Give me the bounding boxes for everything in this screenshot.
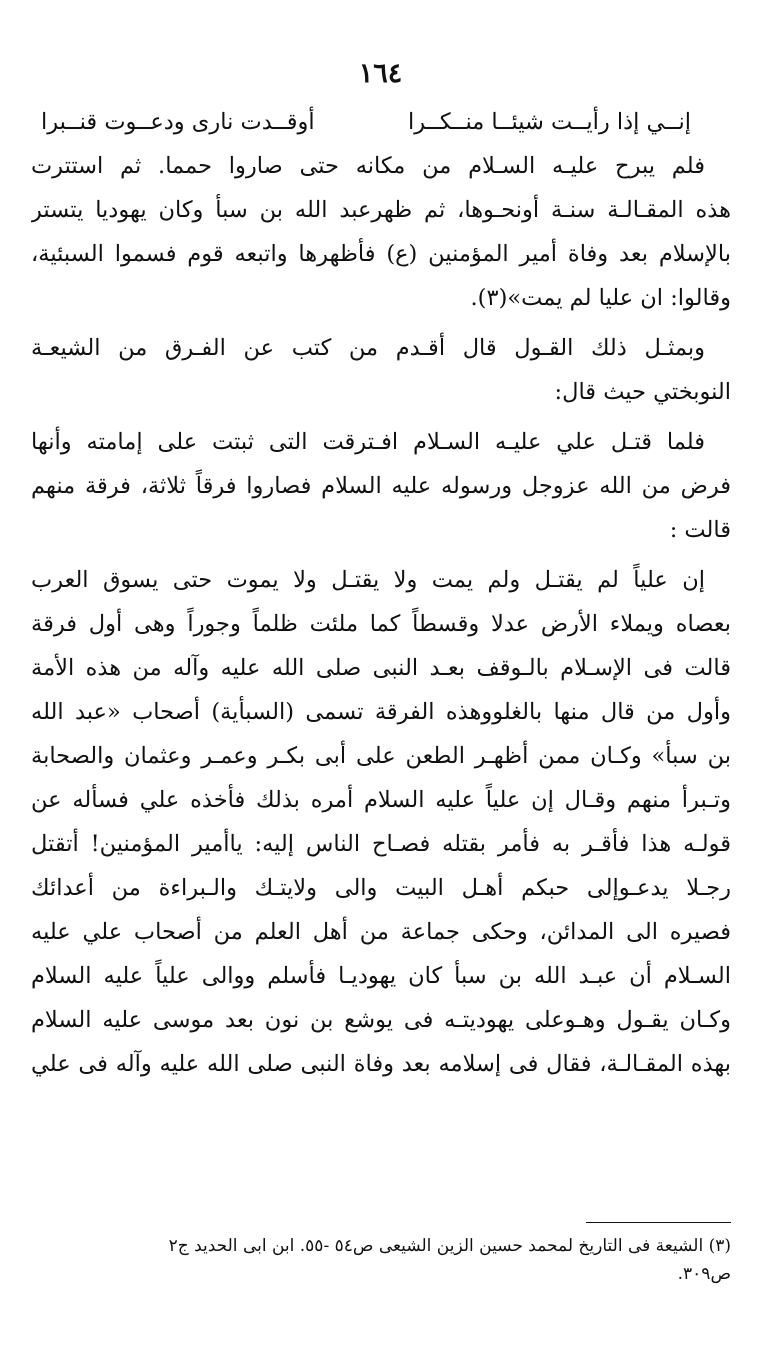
text-line: وأول من قال منها بالغلووهذه الفرقة تسمى (السبأية) أصحاب «عبد الله xyxy=(31,699,731,725)
text-line: بن سبأ» وكـان ممن أظهـر الطعن على أبى بكـر وعمـر وعثمان والصحابة xyxy=(31,743,731,769)
text-line: بعصاه ويملاء الأرض عدلا وقسطاً كما ملئت ظلماً وجوراً وهى أول فرقة xyxy=(31,611,731,637)
main-text xyxy=(31,100,731,1086)
text-line: بالإسلام بعد وفاة أمير المؤمنين (ع) فأظهرها واتبعه قوم فسموا السبئية، xyxy=(31,241,731,267)
text-line: فلم يبرح عليـه السـلام من مكانه حتى صاروا حمما. ثم استترت xyxy=(31,153,705,179)
text-line: النوبختي حيث قال: xyxy=(554,379,731,405)
text-line: بهذه المقـالـة، فقال فى إسلامه بعد وفاة النبى صلى الله عليه وآله فى علي xyxy=(31,1051,731,1077)
text-line: وبمثـل ذلك القـول قال أقـدم من كتب عن الفـرق من الشيعـة xyxy=(31,335,705,361)
text-line: وتـبرأ منهم وقـال إن علياً عليه السلام أمره بذلك فأخذه علي فسأله عن xyxy=(31,787,731,813)
poem-verse xyxy=(31,100,731,144)
verse-first-hemistich: إنــي إذا رأيــت شيئــا منــكــرا xyxy=(407,109,691,135)
text-line: وكـان يقـول وهـوعلى يهوديتـه فى يوشع بن نون بعد موسى عليه السلام xyxy=(31,1007,731,1033)
verse-second-hemistich: أوقــدت نارى ودعــوت قنــبرا xyxy=(41,109,315,135)
footnote-line: ص٣٠٩. xyxy=(677,1264,731,1284)
text-line: فصيره الى المدائن، وحكى جماعة من أهل العلم من أصحاب علي عليه xyxy=(31,919,731,945)
text-line: قالت : xyxy=(669,517,731,543)
text-line: قولـه هذا فأقـر به فأمر بقتله فصـاح الناس إليه: ياأمير المؤمنين! أتقتل xyxy=(31,831,731,857)
text-line: إن علياً لم يقتـل ولم يمت ولا يقتـل ولا يموت حتى يسوق العرب xyxy=(31,567,705,593)
text-line: فرض من الله عزوجل ورسوله عليه السلام فصاروا فرقاً ثلاثة، فرقة منهم xyxy=(31,473,731,499)
footnote xyxy=(31,1232,731,1288)
text-line: فلما قتـل علي عليـه السـلام افـترقت التى ثبتت على إمامته وأنها xyxy=(31,429,705,455)
text-line: السـلام أن عبـد الله بن سبأ كان يهوديـا فأسلم ووالى علياً عليه السلام xyxy=(31,963,731,989)
footnote-line: (٣) الشيعة فى التاريخ لمحمد حسين الزين الشيعى ص٥٤ -٥٥. ابن ابى الحديد ج٢ xyxy=(168,1236,731,1256)
page-number: ١٦٤ xyxy=(358,58,403,89)
text-line: رجـلا يدعـوإلى حبكم أهـل البيت والى ولايتـك والـبراءة من أعدائك xyxy=(31,875,731,901)
text-line: وقالوا: ان عليا لم يمت»(٣). xyxy=(470,285,731,311)
text-line: هذه المقـالـة سنـة أونحـوها، ثم ظهرعبد الله بن سبأ وكان يهوديا يتستر xyxy=(31,197,731,223)
text-line: قالت فى الإسـلام بالـوقف بعـد النبى صلى الله عليه وآله من هذه الأمة xyxy=(31,655,731,681)
footnote-divider xyxy=(586,1222,731,1223)
